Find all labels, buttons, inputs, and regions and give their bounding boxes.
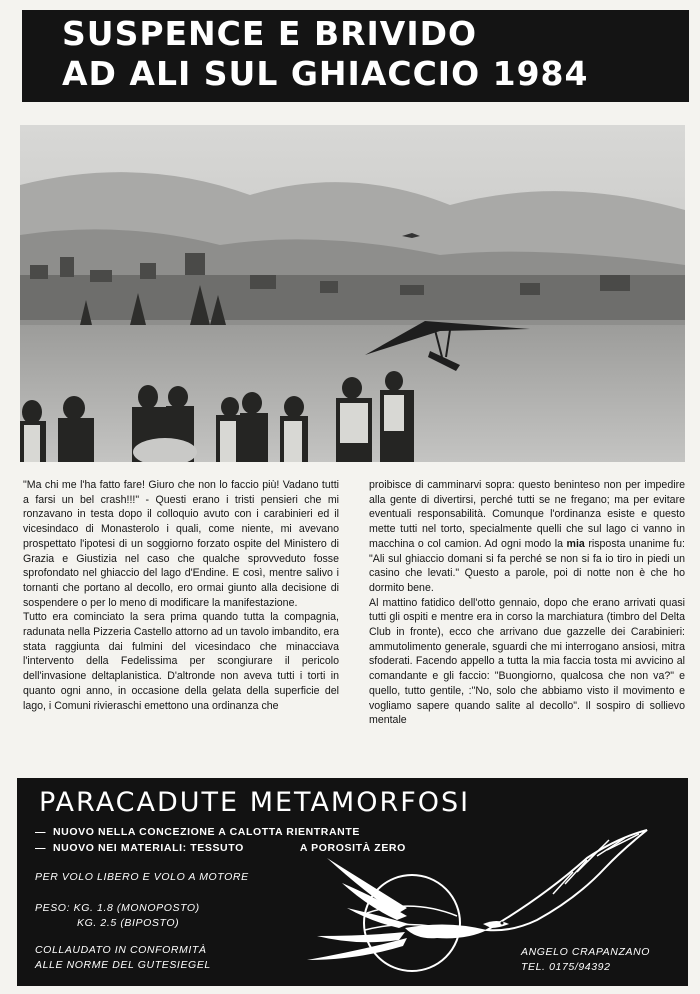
ad-feature-line: — NUOVO NEI MATERIALI: TESSUTO A POROSITÀ ZERO <box>35 842 406 854</box>
ad-weight-bi: KG. 2.5 (BIPOSTO) <box>77 917 180 929</box>
article-title-banner <box>22 10 689 102</box>
article-column-left <box>23 478 339 713</box>
article-paragraph: "Ma chi me l'ha fatto fare! Giuro che non lo faccio più! Vadano tutti a farsi un bel crash!!!" - Questi erano i tristi pensieri che mi ronzavano in testa dopo il colloquio avuto con i carabinieri ed il vicesindaco di Monasterolo i quali, come niente, mi avevano prospettato l'ipotesi di un soggiorno forzato ospite del Ministero di Grazia e Giustizia nel caso che qualche sprovveduto fosse sprofondato nel ghiaccio del lago d'Endine. E così, mentre salivo i tornanti che portano al decollo, ero ormai giunto alla decisione di sospendere o per lo meno di modificare la manifestazione. <box>23 479 339 609</box>
article-paragraph: Al mattino fatidico dell'otto gennaio, dopo che erano arrivati quasi tutti gli ospiti e mentre era in corso la marchiatura (timbro del Delta Club in fronte), ecco che arrivano due gazzelle dei Carabinieri: ammutolimento generale, sguardi che mi interrogano ansiosi, mitra sfoderati. Facendo appello a tutta la mia faccia tosta mi avvicino al comandante e gli faccio: "Buongiorno, qualcosa che non va?" e quello, tutto gentile, :"No, solo che abbiamo visto il movimento e vogliamo sapere quando salite al decollo". Il sospiro di sollievo mentale <box>369 596 685 727</box>
ad-usage: PER VOLO LIBERO E VOLO A MOTORE <box>35 871 249 883</box>
article-paragraph <box>369 478 685 596</box>
ad-feature-text: A POROSITÀ ZERO <box>299 842 406 854</box>
article-title-line-1: SUSPENCE E BRIVIDO <box>62 14 478 53</box>
hang-glider-photo <box>20 125 685 462</box>
article-text: proibisce di camminarvi sopra: questo beninteso non per impedire alla gente di divertirsi, perché tutti se ne fregano; ma per evitare eventuali responsabilità. Comunque l'ordinanza esiste e questo mette tutti nel torto, specialmente quelli che sul lago ci vanno in macchina o col camion. Ad ogni modo la <box>369 479 685 550</box>
ad-certification: COLLAUDATO IN CONFORMITÀ <box>35 944 207 956</box>
ad-contact-phone: TEL. 0175/94392 <box>521 961 611 973</box>
article-text-bold: mia <box>566 537 585 550</box>
article-title-line-2: AD ALI SUL GHIACCIO 1984 <box>62 54 589 93</box>
hang-glider-over-frozen-lake-icon <box>20 125 685 462</box>
eagle-globe-logo-icon <box>287 828 667 978</box>
ad-feature-text: NUOVO NELLA CONCEZIONE A CALOTTA RIENTRANTE <box>53 826 360 838</box>
article-paragraph: Tutto era cominciato la sera prima quando tutta la compagnia, radunata nella Pizzeria Castello attorno ad un tavolo imbandito, era stata raggiunta dai fulmini del vicesindaco che minacciava l'intervento della Fedelissima per scongiurare il pericolo dell'invasione deltaplanistica. D'altronde non aveva tutti i torti in quanto ogni anno, in occasione della gelata della superficie del lago, i Comuni rivieraschi emettono una ordinanza che <box>23 611 339 712</box>
ad-title: PARACADUTE METAMORFOSI <box>39 787 471 818</box>
ad-certification: ALLE NORME DEL GUTESIEGEL <box>35 959 211 971</box>
ad-feature-line: — NUOVO NELLA CONCEZIONE A CALOTTA RIENTRANTE <box>35 826 360 838</box>
article-column-right <box>369 478 685 728</box>
ad-feature-text: NUOVO NEI MATERIALI: TESSUTO <box>53 842 244 854</box>
article-text: risposta unanime fu: "Ali sul ghiaccio domani si fa perché se non si fa io tiro in piedi un casino che levati." Questo a parole, poi di notte non è che ho dormito bene. <box>369 537 685 594</box>
ad-contact-name: ANGELO CRAPANZANO <box>521 946 651 958</box>
ad-weight-mono: PESO: KG. 1.8 (MONOPOSTO) <box>35 902 200 914</box>
advertisement-box <box>17 778 688 986</box>
